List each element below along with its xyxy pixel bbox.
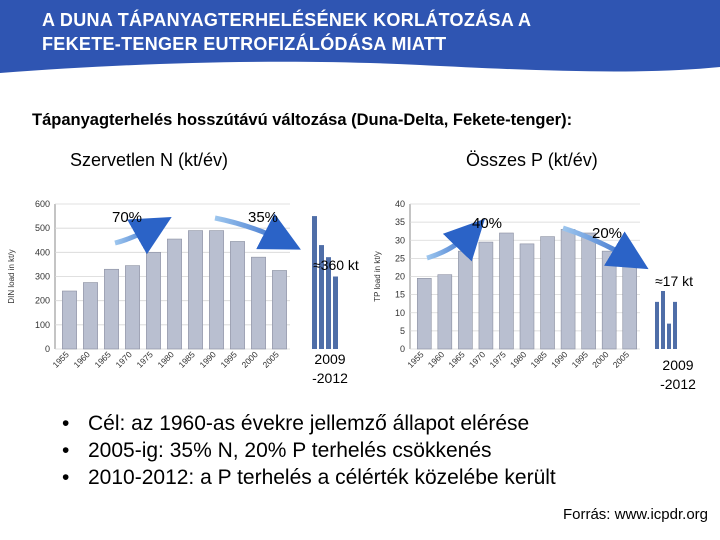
subtitle: Tápanyagterhelés hosszútávú változása (Duna-Delta, Fekete-tenger): bbox=[32, 111, 573, 129]
data-bar bbox=[62, 291, 76, 349]
x-tick-label: 1975 bbox=[487, 349, 508, 370]
recent-bar bbox=[655, 302, 659, 349]
data-bar bbox=[623, 260, 637, 349]
bullet-item bbox=[62, 437, 556, 464]
x-tick-label: 1990 bbox=[549, 349, 570, 370]
y-axis-label: TP load in kt/y bbox=[373, 251, 382, 302]
x-tick-label: 1965 bbox=[92, 349, 113, 370]
bullet-text: 2005-ig: 35% N, 20% P terhelés csökkenés bbox=[88, 439, 492, 462]
x-tick-label: 1980 bbox=[507, 349, 529, 370]
bullet-text: 2010-2012: a P terhelés a célérték közelébe került bbox=[88, 466, 556, 489]
x-tick-label: 1955 bbox=[405, 349, 426, 370]
data-bar bbox=[104, 269, 118, 349]
data-bar bbox=[541, 237, 555, 349]
data-bar bbox=[520, 244, 534, 349]
y-tick-label: 30 bbox=[394, 235, 405, 246]
x-tick-label: 1965 bbox=[446, 349, 467, 370]
y-tick-label: 100 bbox=[34, 319, 50, 330]
y-tick-label: 300 bbox=[34, 271, 50, 282]
y-tick-label: 600 bbox=[34, 199, 50, 209]
x-tick-label: 2000 bbox=[239, 349, 260, 370]
data-bar bbox=[83, 283, 97, 349]
x-tick-label: 1990 bbox=[197, 349, 218, 370]
x-tick-label: 1980 bbox=[155, 349, 176, 370]
data-bar bbox=[602, 251, 616, 349]
recent-period-label: 2009 bbox=[314, 351, 346, 367]
source-credit: Forrás: www.icpdr.org bbox=[562, 506, 708, 523]
recent-value-label: ≈17 kt bbox=[655, 273, 694, 289]
decrease-percent-label: 35% bbox=[248, 209, 279, 226]
y-tick-label: 40 bbox=[394, 199, 405, 209]
x-tick-label: 1970 bbox=[466, 349, 488, 370]
recent-period-label: -2012 bbox=[312, 370, 348, 386]
x-tick-label: 1955 bbox=[50, 349, 71, 370]
title-line-1: A DUNA TÁPANYAGTERHELÉSÉNEK KORLÁTOZÁSA A bbox=[42, 10, 532, 30]
data-bar bbox=[499, 233, 513, 349]
data-bar bbox=[209, 231, 223, 349]
data-bar bbox=[417, 278, 431, 349]
x-tick-label: 1960 bbox=[71, 349, 92, 370]
data-bar bbox=[230, 241, 244, 349]
y-tick-label: 20 bbox=[394, 271, 405, 282]
data-bar bbox=[458, 251, 472, 349]
data-bar bbox=[251, 257, 265, 349]
recent-bar bbox=[667, 324, 671, 349]
y-tick-label: 0 bbox=[399, 344, 405, 354]
y-tick-label: 25 bbox=[394, 253, 405, 264]
x-tick-label: 1995 bbox=[218, 349, 239, 370]
data-bar bbox=[146, 252, 160, 349]
data-bar bbox=[272, 270, 286, 349]
data-bar bbox=[167, 239, 181, 349]
decrease-percent-label: 20% bbox=[592, 225, 623, 242]
bullet-list bbox=[62, 410, 556, 491]
x-tick-label: 2005 bbox=[260, 349, 281, 370]
data-bar bbox=[582, 233, 596, 349]
x-tick-label: 1985 bbox=[528, 349, 549, 370]
x-tick-label: 2000 bbox=[590, 349, 611, 370]
y-tick-label: 500 bbox=[34, 223, 50, 234]
bullet-symbol: • bbox=[62, 439, 70, 462]
recent-value-label: ≈360 kt bbox=[313, 257, 359, 273]
title-line-2: FEKETE-TENGER EUTROFIZÁLÓDÁSA MIATT bbox=[42, 34, 447, 54]
bullet-item bbox=[62, 410, 556, 437]
data-bar bbox=[125, 266, 139, 349]
y-tick-label: 200 bbox=[34, 295, 50, 306]
y-tick-label: 0 bbox=[44, 344, 50, 354]
section-label-nitrogen: Szervetlen N (kt/év) bbox=[70, 150, 229, 170]
x-tick-label: 1985 bbox=[176, 349, 197, 370]
recent-bar bbox=[673, 302, 677, 349]
data-bar bbox=[188, 231, 202, 349]
bullet-text: Cél: az 1960-as évekre jellemző állapot elérése bbox=[88, 412, 530, 435]
y-tick-label: 35 bbox=[394, 217, 405, 228]
bullet-symbol: • bbox=[62, 412, 70, 435]
bullet-item bbox=[62, 464, 556, 491]
y-axis-label: DIN load in kt/y bbox=[7, 249, 16, 304]
increase-percent-label: 70% bbox=[112, 209, 143, 226]
recent-bar bbox=[333, 277, 338, 350]
data-bar bbox=[438, 275, 452, 349]
recent-period-label: -2012 bbox=[660, 376, 696, 392]
y-tick-label: 15 bbox=[394, 289, 405, 300]
recent-period-label: 2009 bbox=[662, 357, 694, 373]
y-tick-label: 5 bbox=[399, 325, 405, 336]
section-label-phosphorus: Összes P (kt/év) bbox=[466, 150, 598, 170]
x-tick-label: 1995 bbox=[569, 349, 591, 370]
data-bar bbox=[561, 229, 575, 349]
x-tick-label: 1960 bbox=[425, 349, 447, 370]
data-bar bbox=[479, 242, 493, 349]
recent-bar bbox=[312, 216, 317, 349]
x-tick-label: 1970 bbox=[113, 349, 134, 370]
y-tick-label: 400 bbox=[34, 247, 50, 258]
x-tick-label: 2005 bbox=[610, 349, 632, 370]
y-tick-label: 10 bbox=[394, 307, 405, 318]
increase-percent-label: 40% bbox=[472, 215, 503, 232]
x-tick-label: 1975 bbox=[134, 349, 155, 370]
recent-bar bbox=[661, 291, 665, 349]
bullet-symbol: • bbox=[62, 466, 70, 489]
